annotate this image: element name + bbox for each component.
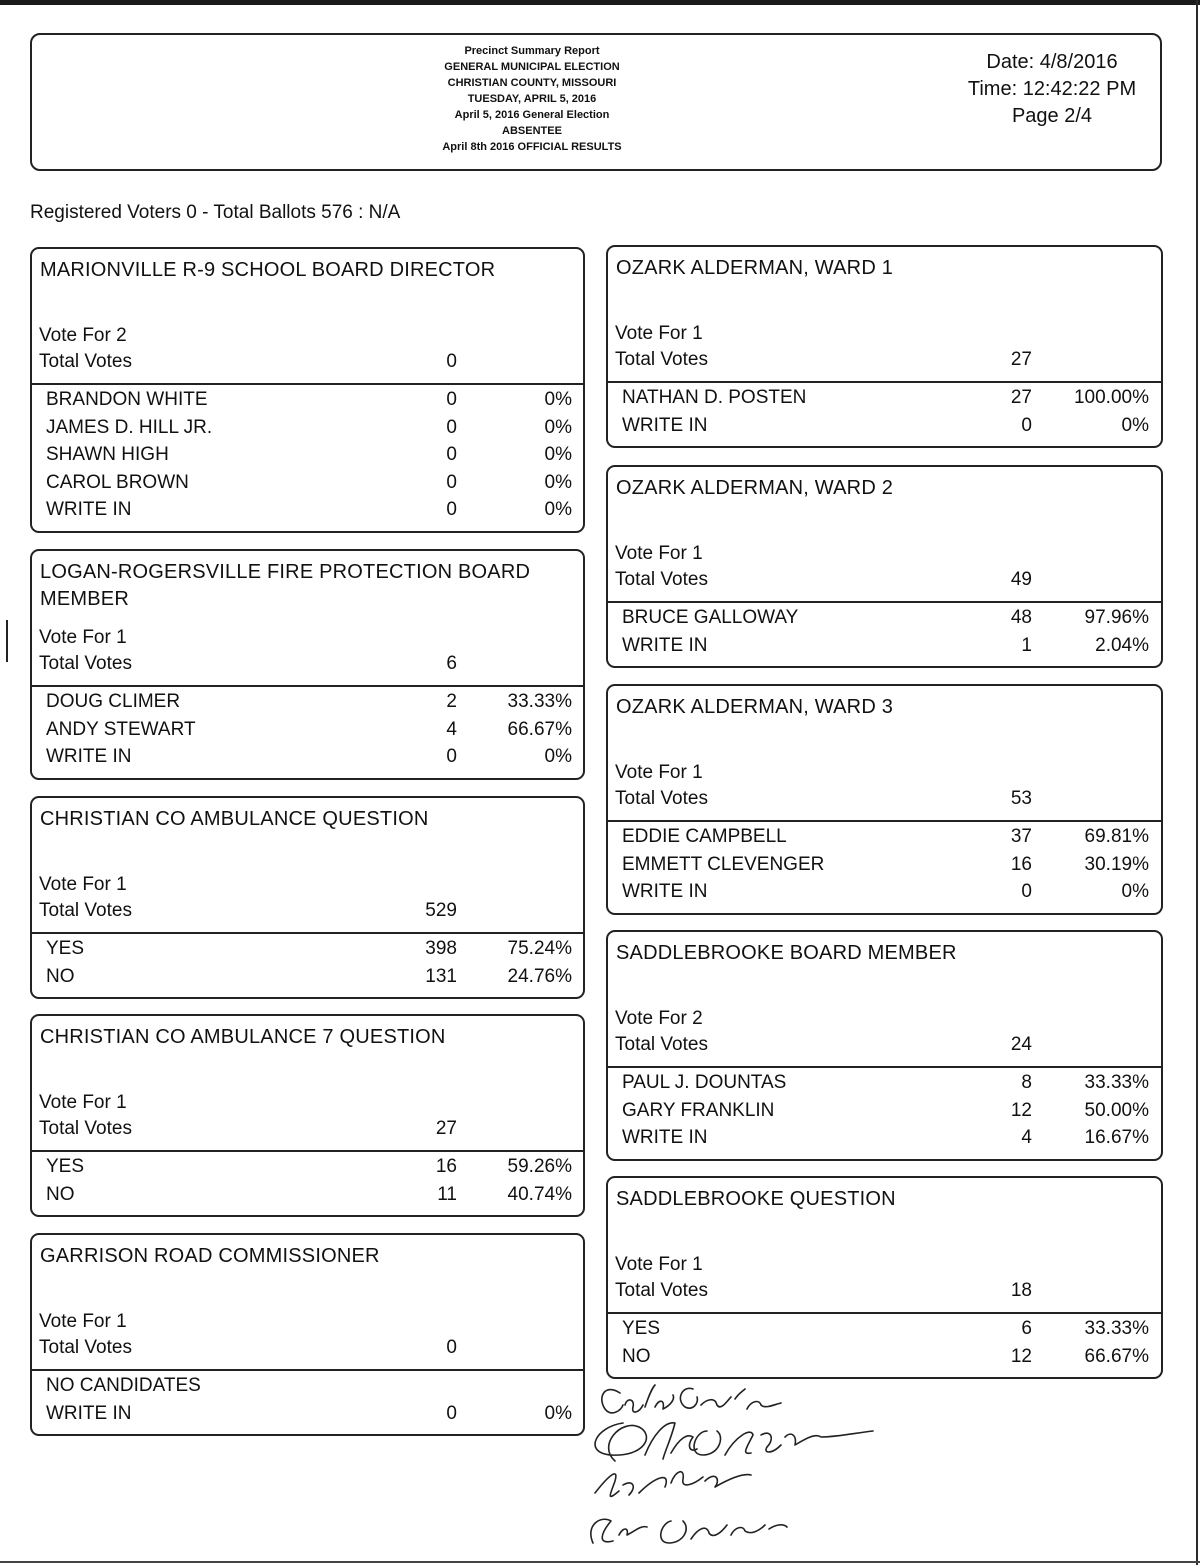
candidate-percent: 66.67% bbox=[1084, 1345, 1149, 1367]
candidate-votes: 4 bbox=[1021, 1127, 1032, 1149]
candidate-votes: 16 bbox=[1010, 853, 1032, 875]
report-header bbox=[30, 33, 1162, 171]
results-divider bbox=[32, 1150, 583, 1152]
vote-for-label: Vote For 1 bbox=[615, 1254, 703, 1275]
candidate-name: DOUG CLIMER bbox=[46, 691, 181, 712]
candidate-row bbox=[608, 854, 1161, 882]
total-votes-value: 27 bbox=[435, 1118, 457, 1139]
candidate-votes: 398 bbox=[425, 938, 457, 959]
total-votes-label: Total Votes bbox=[39, 653, 132, 674]
report-date: Date: 4/8/2016 bbox=[986, 51, 1118, 73]
race-box-ozark-alderman-ward-3 bbox=[606, 684, 1163, 915]
county-name: CHRISTIAN COUNTY, MISSOURI bbox=[447, 77, 617, 89]
candidate-percent: 33.33% bbox=[507, 691, 572, 712]
page-number: Page 2/4 bbox=[1011, 105, 1093, 127]
candidate-row bbox=[32, 444, 583, 472]
candidate-row bbox=[32, 417, 583, 445]
candidate-row bbox=[32, 472, 583, 500]
total-votes-value: 49 bbox=[1010, 569, 1032, 590]
candidate-row bbox=[32, 1403, 583, 1431]
candidate-row bbox=[608, 1346, 1161, 1374]
precinct-name: ABSENTEE bbox=[502, 125, 562, 137]
race-title: OZARK ALDERMAN, WARD 1 bbox=[616, 257, 894, 279]
candidate-name: CAROL BROWN bbox=[46, 471, 189, 493]
candidate-name: WRITE IN bbox=[46, 499, 132, 521]
total-votes-label: Total Votes bbox=[615, 349, 708, 370]
results-divider bbox=[608, 381, 1161, 383]
total-votes-label: Total Votes bbox=[615, 569, 708, 590]
total-votes-label: Total Votes bbox=[39, 1337, 132, 1358]
vote-for-label: Vote For 1 bbox=[39, 1311, 127, 1332]
candidate-percent: 30.19% bbox=[1084, 853, 1149, 875]
candidate-percent: 0% bbox=[544, 471, 572, 493]
candidate-percent: 97.96% bbox=[1084, 607, 1149, 628]
candidate-row bbox=[608, 607, 1161, 635]
candidate-row bbox=[32, 499, 583, 527]
candidate-row bbox=[608, 1127, 1161, 1155]
page-right-edge bbox=[1196, 0, 1198, 1565]
candidate-row bbox=[32, 719, 583, 747]
candidate-percent: 0% bbox=[544, 746, 572, 768]
race-box-garrison-road-commissioner bbox=[30, 1233, 585, 1436]
vote-for-label: Vote For 1 bbox=[615, 762, 703, 783]
candidate-percent: 33.33% bbox=[1084, 1072, 1149, 1093]
race-title: LOGAN-ROGERSVILLE FIRE PROTECTION BOARD MEMBER bbox=[40, 561, 531, 610]
candidate-votes: 0 bbox=[446, 499, 457, 521]
candidate-percent: 2.04% bbox=[1095, 634, 1149, 656]
scan-margin-mark bbox=[6, 620, 8, 662]
candidate-percent: 0% bbox=[544, 1402, 572, 1424]
candidate-votes: 0 bbox=[446, 746, 457, 768]
report-meta bbox=[952, 49, 1152, 130]
candidate-percent: 0% bbox=[544, 444, 572, 466]
candidate-votes: 12 bbox=[1010, 1099, 1032, 1121]
total-votes-value: 0 bbox=[446, 1337, 457, 1358]
candidate-name: GARY FRANKLIN bbox=[622, 1099, 775, 1121]
candidate-percent: 75.24% bbox=[507, 938, 572, 959]
race-box-ozark-alderman-ward-2 bbox=[606, 465, 1163, 668]
race-box-ozark-alderman-ward-1 bbox=[606, 245, 1163, 448]
total-votes-value: 6 bbox=[446, 653, 457, 674]
report-time: Time: 12:42:22 PM bbox=[967, 78, 1137, 100]
election-description: April 5, 2016 General Election bbox=[454, 109, 610, 121]
race-box-saddlebrooke-board-member bbox=[606, 930, 1163, 1161]
candidate-votes: 37 bbox=[1010, 826, 1032, 847]
candidate-votes: 48 bbox=[1010, 607, 1032, 628]
candidate-row bbox=[608, 881, 1161, 909]
candidate-name: NO bbox=[46, 1183, 75, 1205]
signatures bbox=[575, 1375, 905, 1560]
candidate-votes: 0 bbox=[446, 471, 457, 493]
candidate-name: PAUL J. DOUNTAS bbox=[622, 1072, 787, 1093]
candidate-row bbox=[32, 746, 583, 774]
candidate-percent: 100.00% bbox=[1073, 387, 1149, 408]
registered-voters-line: Registered Voters 0 - Total Ballots 576 : N/A bbox=[30, 202, 401, 223]
race-box-christian-co-ambulance-question bbox=[30, 796, 585, 999]
total-votes-label: Total Votes bbox=[39, 351, 132, 372]
total-votes-label: Total Votes bbox=[39, 900, 132, 921]
candidate-row bbox=[32, 1375, 583, 1403]
candidate-votes: 4 bbox=[446, 718, 457, 740]
candidate-votes: 0 bbox=[446, 1402, 457, 1424]
race-box-marionville-r-9-school-board-director bbox=[30, 247, 585, 533]
candidate-percent: 66.67% bbox=[507, 718, 572, 740]
candidate-name: WRITE IN bbox=[46, 1402, 132, 1424]
candidate-name: WRITE IN bbox=[622, 414, 708, 436]
candidate-row bbox=[608, 387, 1161, 415]
total-votes-value: 27 bbox=[1010, 349, 1032, 370]
candidate-row bbox=[608, 1072, 1161, 1100]
candidate-name: YES bbox=[46, 1156, 85, 1177]
results-divider bbox=[608, 1066, 1161, 1068]
candidate-votes: 2 bbox=[446, 691, 457, 712]
vote-for-label: Vote For 1 bbox=[39, 1092, 127, 1113]
race-box-logan-rogersville-fire-protection-board-member bbox=[30, 549, 585, 780]
candidate-percent: 0% bbox=[544, 416, 572, 438]
candidate-name: WRITE IN bbox=[622, 634, 708, 656]
candidate-votes: 12 bbox=[1010, 1345, 1032, 1367]
candidate-percent: 40.74% bbox=[507, 1183, 572, 1205]
results-divider bbox=[32, 383, 583, 385]
candidate-votes: 0 bbox=[446, 389, 457, 410]
race-title: OZARK ALDERMAN, WARD 2 bbox=[616, 477, 894, 499]
race-title: GARRISON ROAD COMMISSIONER bbox=[40, 1245, 380, 1267]
candidate-row bbox=[32, 691, 583, 719]
results-divider bbox=[32, 1369, 583, 1371]
race-box-christian-co-ambulance-7-question bbox=[30, 1014, 585, 1217]
total-votes-label: Total Votes bbox=[615, 788, 708, 809]
page-bottom-edge bbox=[0, 1561, 1200, 1563]
candidate-percent: 0% bbox=[544, 499, 572, 521]
candidate-votes: 16 bbox=[435, 1156, 457, 1177]
race-title: CHRISTIAN CO AMBULANCE 7 QUESTION bbox=[40, 1026, 446, 1048]
results-divider bbox=[608, 820, 1161, 822]
candidate-name: NO bbox=[46, 965, 75, 987]
candidate-row bbox=[32, 389, 583, 417]
candidate-votes: 6 bbox=[1021, 1318, 1032, 1339]
vote-for-label: Vote For 1 bbox=[615, 543, 703, 564]
race-box-saddlebrooke-question bbox=[606, 1176, 1163, 1379]
candidate-row bbox=[32, 938, 583, 966]
candidate-votes: 27 bbox=[1010, 387, 1032, 408]
signature-2 bbox=[595, 1423, 873, 1461]
vote-for-label: Vote For 2 bbox=[39, 325, 127, 346]
candidate-name: BRUCE GALLOWAY bbox=[622, 607, 799, 628]
candidate-row bbox=[608, 1100, 1161, 1128]
race-title: SADDLEBROOKE QUESTION bbox=[616, 1188, 896, 1210]
candidate-row bbox=[608, 1318, 1161, 1346]
results-divider bbox=[32, 685, 583, 687]
candidate-name: WRITE IN bbox=[46, 746, 132, 768]
vote-for-label: Vote For 1 bbox=[615, 323, 703, 344]
report-title-block bbox=[372, 43, 692, 155]
total-votes-value: 529 bbox=[425, 900, 457, 921]
total-votes-value: 0 bbox=[446, 351, 457, 372]
candidate-votes: 1 bbox=[1021, 634, 1032, 656]
candidate-row bbox=[608, 826, 1161, 854]
signature-3 bbox=[595, 1472, 751, 1497]
candidate-votes: 8 bbox=[1021, 1072, 1032, 1093]
total-votes-label: Total Votes bbox=[39, 1118, 132, 1139]
candidate-votes: 0 bbox=[1021, 414, 1032, 436]
total-votes-label: Total Votes bbox=[615, 1034, 708, 1055]
candidate-name: YES bbox=[46, 938, 85, 959]
candidate-percent: 59.26% bbox=[507, 1156, 572, 1177]
total-votes-value: 24 bbox=[1010, 1034, 1032, 1055]
race-title: SADDLEBROOKE BOARD MEMBER bbox=[616, 942, 957, 964]
page-top-edge bbox=[0, 0, 1200, 5]
total-votes-value: 53 bbox=[1010, 788, 1032, 809]
candidate-name: WRITE IN bbox=[622, 881, 708, 903]
candidate-name: JAMES D. HILL JR. bbox=[46, 416, 213, 438]
total-votes-label: Total Votes bbox=[615, 1280, 708, 1301]
vote-for-label: Vote For 1 bbox=[39, 874, 127, 895]
candidate-name: NATHAN D. POSTEN bbox=[622, 387, 807, 408]
candidate-percent: 0% bbox=[544, 389, 572, 410]
candidate-percent: 33.33% bbox=[1084, 1318, 1149, 1339]
signature-4 bbox=[591, 1519, 787, 1543]
results-divider bbox=[608, 1312, 1161, 1314]
candidate-row bbox=[32, 966, 583, 994]
election-date: TUESDAY, APRIL 5, 2016 bbox=[467, 93, 597, 105]
candidate-percent: 16.67% bbox=[1084, 1127, 1149, 1149]
race-title: MARIONVILLE R-9 SCHOOL BOARD DIRECTOR bbox=[40, 259, 496, 281]
candidate-row bbox=[608, 415, 1161, 443]
candidate-percent: 50.00% bbox=[1084, 1099, 1149, 1121]
candidate-votes: 0 bbox=[446, 416, 457, 438]
total-votes-value: 18 bbox=[1010, 1280, 1032, 1301]
candidate-percent: 0% bbox=[1121, 414, 1149, 436]
candidate-name: NO bbox=[622, 1345, 651, 1367]
candidate-name: NO CANDIDATES bbox=[46, 1375, 201, 1396]
candidate-name: EDDIE CAMPBELL bbox=[622, 826, 787, 847]
signature-1 bbox=[602, 1385, 781, 1413]
vote-for-label: Vote For 1 bbox=[39, 627, 127, 648]
results-divider bbox=[32, 932, 583, 934]
candidate-name: SHAWN HIGH bbox=[46, 444, 169, 466]
candidate-votes: 0 bbox=[446, 444, 457, 466]
candidate-percent: 24.76% bbox=[507, 965, 572, 987]
candidate-votes: 0 bbox=[1021, 881, 1032, 903]
candidate-name: BRANDON WHITE bbox=[46, 389, 208, 410]
candidate-row bbox=[32, 1184, 583, 1212]
candidate-row bbox=[608, 635, 1161, 663]
candidate-percent: 69.81% bbox=[1084, 826, 1149, 847]
candidate-name: YES bbox=[622, 1318, 661, 1339]
candidate-name: ANDY STEWART bbox=[46, 718, 196, 740]
candidate-votes: 131 bbox=[425, 965, 457, 987]
candidate-name: WRITE IN bbox=[622, 1127, 708, 1149]
candidate-row bbox=[32, 1156, 583, 1184]
election-name: GENERAL MUNICIPAL ELECTION bbox=[444, 61, 620, 73]
race-title: OZARK ALDERMAN, WARD 3 bbox=[616, 696, 894, 718]
report-title: Precinct Summary Report bbox=[464, 45, 600, 57]
candidate-percent: 0% bbox=[1121, 881, 1149, 903]
candidate-votes: 11 bbox=[437, 1183, 457, 1205]
vote-for-label: Vote For 2 bbox=[615, 1008, 703, 1029]
candidate-name: EMMETT CLEVENGER bbox=[622, 853, 825, 875]
results-divider bbox=[608, 601, 1161, 603]
race-title: CHRISTIAN CO AMBULANCE QUESTION bbox=[40, 808, 429, 830]
results-status: April 8th 2016 OFFICIAL RESULTS bbox=[442, 141, 622, 153]
